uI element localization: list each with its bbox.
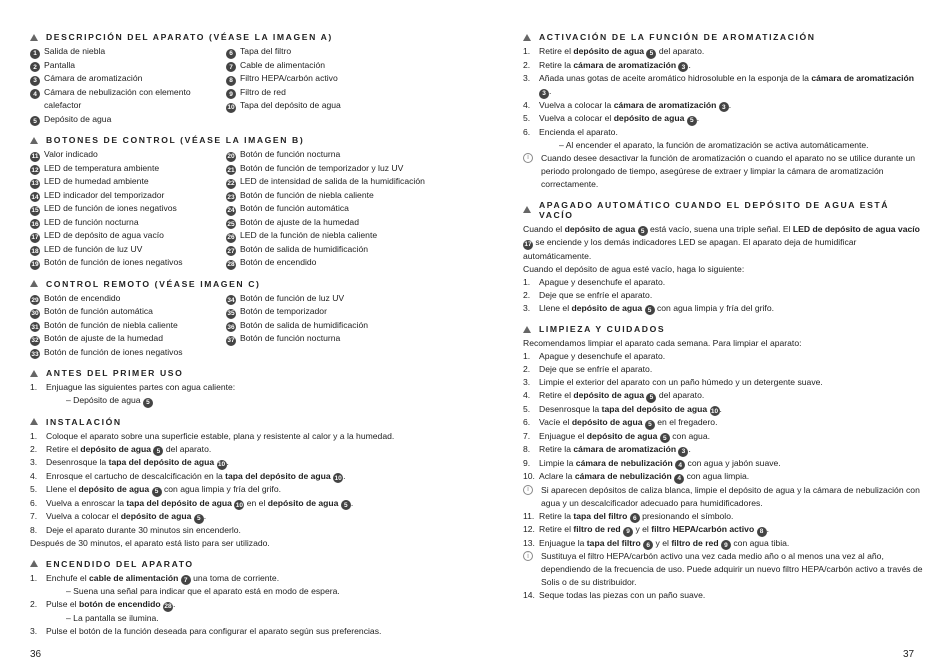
list-item [226,216,436,230]
number-badge: 28 [227,261,235,268]
section-title: LIMPIEZA Y CUIDADOS [539,324,666,334]
list-item [226,256,436,270]
list-item [30,292,226,306]
item-label: Tapa del depósito de agua [240,100,341,110]
item-label: LED indicador del temporizador [44,189,165,200]
item-label: Filtro HEPA/carbón activo [240,73,338,83]
number-badge: 19 [31,261,39,268]
list-item [226,292,436,306]
item-label: Botón de temporizador [240,306,327,316]
triangle-icon [523,34,531,41]
number-badge: 10 [227,104,235,111]
item-label: Depósito de agua [44,113,112,124]
list-item [30,99,226,113]
item-label: Botón de función de iones negativos [44,257,183,267]
list-item [226,175,436,189]
number-badge: 14 [31,193,39,201]
item-label: Botón de salida de humidificación [240,319,369,330]
list-item [30,86,226,100]
list-item [30,332,226,346]
item-label: LED de función nocturna [44,216,139,227]
item-label: Cámara de aromatización [44,73,143,83]
list-item [30,59,226,73]
number-badge: 7 [181,575,191,585]
number-badge: 4 [674,474,684,484]
list-item [30,148,226,162]
left-page [30,32,450,647]
list-item [30,216,226,230]
item-label: Botón de salida de humidificación [240,243,369,254]
triangle-icon [30,137,38,144]
paragraph: Después de 30 minutos, el aparato está listo para ser utilizado. [30,537,270,548]
triangle-icon [523,326,531,333]
cleaning-section: LIMPIEZA Y CUIDADOS Recomendamos limpiar el aparato cada semana. Para limpiar el aparato: 1. Apague y desenchufe el aparato. 2. Deje que se enfríe el aparato. 3. Limpie el exterior del aparato con un paño húmedo y un detergente suave. 4. Retire el depósito de agua 5 del aparato. 5. Desenrosque la tapa del depósito de agua 10. 6. Vacíe el depósito de agua 5 en el fregadero. 7. Enjuague el depósito de agua 5 con agua. 8. Retire la cámara de aromatización 3 . 9. Limpie la cámara de nebulización 4 con agua y jabón suave. 10. Aclare la cámara de nebulización 4 con agua limpia. i Si aparecen depósitos de caliza blanca, limpie el depósito de agua y la cámara de nebulización con agua y un descalcificador adecuado para humidificadores. 11. Retire la tapa del filtro 6 presionando el símbolo. 12. Retire el filtro de red 9 y el filtro HEPA/carbón activo 8 . 13. Enjuague la tapa del filtro 6 y el filtro de red 9 con agua tibia. i Sustituya el filtro HEPA/carbón activo una vez cada medio año o al menos una vez al año, dependiendo de la frecuencia de uso. Puede adquirir un nuevo filtro HEPA/carbón activo a través de Solis o de su distribuidor. 14. Seque todas las piezas con un paño suave. [523,324,923,600]
item-label: Botón de función nocturna [240,149,341,159]
number-badge: 10 [710,407,719,415]
item-label: Cámara de nebulización con elemento [44,86,191,97]
item-label: Botón de función nocturna [240,333,341,343]
item-label: Botón de encendido [44,292,121,303]
page-number-right: 37 [903,649,915,660]
section-title: ENCENDIDO DEL APARATO [46,558,194,569]
section-title: APAGADO AUTOMÁTICO CUANDO EL DEPÓSITO DE AGUA ESTÁ VACÍO [539,199,890,220]
item-label: Botón de función automática [240,203,349,213]
number-badge: 3 [30,76,40,86]
triangle-icon [30,370,38,377]
item-label: Valor indicado [44,149,98,159]
number-badge: 10 [334,474,342,482]
item-label: Botón de ajuste de la humedad [240,216,359,227]
number-badge: 9 [623,527,633,537]
item-label: Botón de función automática [44,306,153,316]
right-page [523,32,923,611]
number-badge: 29 [31,296,39,304]
number-badge: 7 [226,62,236,72]
number-badge: 16 [31,220,39,228]
item-label: Filtro de red [240,86,286,97]
number-badge: 3 [719,102,729,112]
section-title: INSTALACIÓN [46,416,122,427]
section-title: ACTIVACIÓN DE LA FUNCIÓN DE AROMATIZACIÓN [539,32,816,42]
item-label: Botón de ajuste de la humedad [44,333,163,343]
number-badge: 5 [645,420,655,430]
list-item [226,86,436,100]
item-label: Botón de función de niebla caliente [240,189,374,200]
triangle-icon [30,418,38,425]
number-badge: 15 [31,207,39,214]
item-label: Pantalla [44,59,76,70]
item-label: LED de función de luz UV [44,243,143,254]
list-item [30,72,226,86]
number-badge: 5 [638,226,648,236]
number-badge: 22 [227,180,235,187]
item-label: LED de la función de niebla caliente [240,230,378,240]
number-badge: 23 [227,193,235,201]
list-item [30,202,226,216]
number-badge: 3 [539,89,549,99]
number-badge: 21 [227,166,235,174]
number-badge: 5 [341,500,351,510]
list-item [226,202,436,216]
item-label: Botón de función de temporizador y luz UV [240,162,404,173]
number-badge: 9 [226,89,236,99]
list-item [30,256,226,270]
triangle-icon [30,280,38,287]
item-label: Botón de encendido [240,257,317,267]
page-number-left: 36 [30,649,42,660]
number-badge: 6 [226,49,236,59]
list-item [226,45,436,59]
list-item [226,148,436,162]
step-text: Coloque el aparato sobre una superficie estable, plana y resistente al calor y a la humedad. [46,430,395,441]
list-item [30,305,226,319]
list-item [226,332,436,346]
device-description-section [30,32,450,126]
list-item [226,59,436,73]
number-badge: 2 [30,62,40,72]
section-title: DESCRIPCIÓN DEL APARATO (VÉASE LA IMAGEN A) [46,32,333,42]
number-badge: 4 [30,89,40,99]
substep-text: Depósito de agua [73,395,141,405]
list-item [30,189,226,203]
list-item [226,162,436,176]
number-badge: 5 [646,49,656,59]
step-text: Enjuague las siguientes partes con agua caliente: [46,382,236,392]
info-icon: i [523,153,533,163]
list-item [30,113,226,127]
number-badge: 33 [31,350,39,358]
number-badge: 28 [164,603,172,610]
parts-list [30,45,450,126]
number-badge: 12 [31,166,39,174]
number-badge: 3 [678,447,688,457]
list-item [30,319,226,333]
aroma-section: ACTIVACIÓN DE LA FUNCIÓN DE AROMATIZACIÓN 1. Retire el depósito de agua 5 del aparato. 2. Retire la cámara de aromatización 3 . 3. Añada unas gotas de aceite aromático hidrosoluble en la esponja de la cámara de aromatización 3 . 4. Vuelva a colocar la cámara de aromatización 3 . 5. Vuelva a colocar el depósito de agua 5 . 6. Encienda el aparato. – Al encender el aparato, la función de aromatización se activa automáticamente. i Cuando desee desactivar la función de aromatización o cuando el aparato no se utilice durante un periodo prolongado de tiempo, asegúrese de extraer y limpiar la cámara de aromatización correctamente. [523,32,916,189]
number-badge: 6 [630,513,640,523]
control-buttons-section [30,135,450,270]
list-item [30,229,226,243]
number-badge: 11 [31,153,39,160]
number-badge: 18 [31,247,39,255]
list-item [30,175,226,189]
power-on-section: ENCENDIDO DEL APARATO 1. Enchufe el cable de alimentación 7 una toma de corriente. – Suena una señal para indicar que el aparato está en modo de espera. 2. Pulse el botón de encendido 28. – La pantalla se ilumina. 3. Pulse el botón de la función deseada para configurar el aparato según sus preferencias. [30,558,382,636]
number-badge: 1 [30,49,40,59]
number-badge: 17 [524,241,532,248]
info-icon: i [523,551,533,561]
item-label: LED de intensidad de salida de la humidificación [240,176,425,186]
list-item [226,113,436,127]
number-badge: 35 [227,310,235,317]
triangle-icon [523,206,531,213]
list-item [226,243,436,257]
number-badge: 5 [645,305,655,315]
number-badge: 8 [226,76,236,86]
installation-section: INSTALACIÓN 1. Coloque el aparato sobre una superficie estable, plana y resistente al calor y a la humedad. 2. Retire el depósito de agua 5 del aparato. 3. Desenrosque la tapa del depósito de agua 10. 4. Enrosque el cartucho de descalcificación en la tapa del depósito de agua 10. 5. Llene el depósito de agua 5 con agua limpia y fría del grifo. 6. Vuelva a enroscar la tapa del depósito de agua 10 en el depósito de agua 5 . 7. Vuelva a colocar el depósito de agua 5 . 8. Deje el aparato durante 30 minutos sin encenderlo. Después de 30 minutos, el aparato está listo para ser utilizado. [30,417,450,550]
item-label: LED de temperatura ambiente [44,162,160,173]
number-badge: 10 [217,461,226,468]
list-item [226,189,436,203]
number-badge: 24 [227,207,235,214]
list-item [30,45,226,59]
list-item [226,229,436,243]
number-badge: 10 [235,501,243,509]
number-badge: 30 [31,310,39,317]
number-badge: 4 [675,460,685,470]
number-badge: 9 [721,540,731,550]
item-label: Botón de función de luz UV [240,292,345,303]
section-title: ANTES DEL PRIMER USO [46,368,184,378]
list-item [226,346,436,360]
number-badge: 32 [31,337,39,344]
triangle-icon [30,560,38,567]
number-badge: 17 [31,234,39,241]
list-item [30,346,226,360]
number-badge: 34 [227,296,235,304]
number-badge: 3 [678,62,688,72]
item-label: LED de humedad ambiente [44,176,149,186]
list-item [30,162,226,176]
number-badge: 5 [30,116,40,126]
number-badge: 20 [227,153,235,160]
first-use-section: ANTES DEL PRIMER USO 1. Enjuague las siguientes partes con agua caliente: – Depósito de agua 5 [30,368,236,406]
number-badge: 5 [646,393,656,403]
number-badge: 13 [31,180,39,187]
triangle-icon [30,34,38,41]
number-badge: 5 [194,514,204,524]
item-label: Cable de alimentación [240,59,326,70]
list-item [30,243,226,257]
item-label: calefactor [44,100,82,110]
item-label: LED de depósito de agua vacío [44,230,164,240]
item-label: Botón de función de iones negativos [44,346,183,357]
list-item [226,319,436,333]
auto-off-section: APAGADO AUTOMÁTICO CUANDO EL DEPÓSITO DE AGUA ESTÁ VACÍO Cuando el depósito de agua 5 está vacío, suena una triple señal. El LED de depósito de agua vacío 17 se enciende y los demás indicadores LED se apagan. El aparato deja de humidificar automáticamente. Cuando el depósito de agua esté vacío, haga lo siguiente: 1. Apague y desenchufe el aparato. 2. Deje que se enfríe el aparato. 3. Llene el depósito de agua 5 con agua limpia y fría del grifo. [523,200,923,316]
number-badge: 31 [31,323,39,331]
number-badge: 27 [227,247,235,255]
number-badge: 5 [143,398,153,408]
buttons-list [30,148,450,270]
list-item [226,99,436,113]
number-badge: 37 [227,337,235,344]
number-badge: 5 [687,116,697,126]
number-badge: 26 [227,234,235,241]
number-badge: 6 [643,540,653,550]
list-item [226,72,436,86]
number-badge: 5 [153,446,163,456]
list-item [226,305,436,319]
info-icon: i [523,485,533,495]
item-label: Botón de función de niebla caliente [44,319,178,330]
item-label: LED de función de iones negativos [44,203,177,213]
number-badge: 25 [227,220,235,228]
number-badge: 8 [757,527,767,537]
remote-list [30,292,450,360]
item-label: Salida de niebla [44,46,106,56]
section-title: CONTROL REMOTO (VÉASE IMAGEN C) [46,278,261,289]
remote-control-section [30,279,450,360]
item-label: Tapa del filtro [240,46,292,56]
number-badge: 5 [152,487,162,497]
number-badge: 5 [660,433,670,443]
number-badge: 36 [227,323,235,331]
section-title: BOTONES DE CONTROL (VÉASE LA IMAGEN B) [46,135,305,145]
